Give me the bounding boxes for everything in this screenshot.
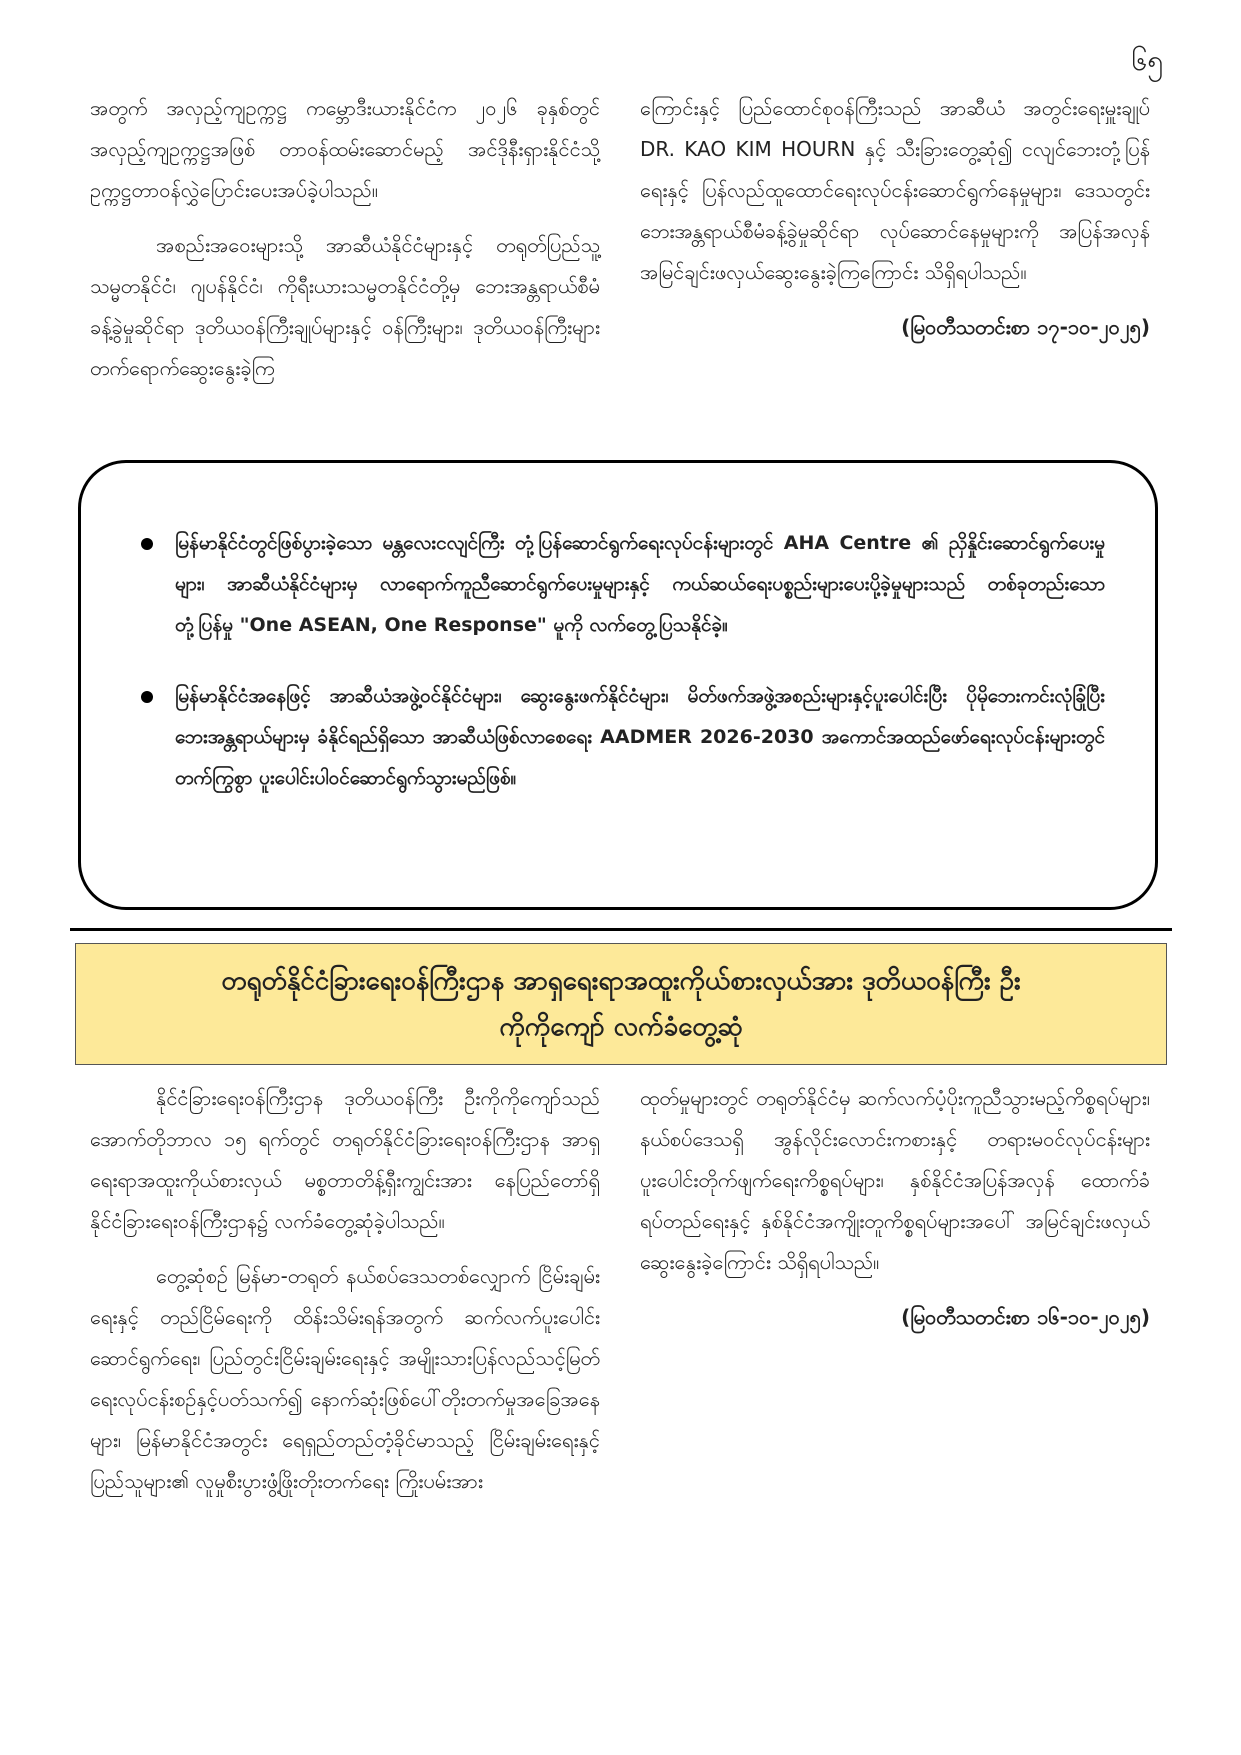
article-title: တရုတ်နိုင်ငံခြားရေးဝန်ကြီးဌာန အာရှရေးရာအထူးကိုယ်စားလှယ်အား ဒုတိယဝန်ကြီး ဦးကိုကိုကျော် လက်ခံတွေ့ဆုံ (221, 966, 1021, 1042)
highlight-box (78, 460, 1158, 910)
bullet-icon (141, 691, 153, 703)
top-left-column (90, 88, 600, 403)
top-left-paragraph-1: အတွက် အလှည့်ကျဥက္ကဋ္ဌ ကမ္ဘောဒီးယားနိုင်ငံက ၂၀၂၆ ခုနှစ်တွင် အလှည့်ကျဥက္ကဋ္ဌအဖြစ် တာဝန်ထမ်းဆောင်မည့် အင်ဒိုနီးရှားနိုင်ငံသို့ ဥက္ကဋ္ဌတာဝန်လွှဲပြောင်းပေးအပ်ခဲ့ပါသည်။ (90, 96, 600, 202)
article-left-column (90, 1078, 600, 1516)
top-source-citation: (မြဝတီသတင်းစာ ၁၇-၁၀-၂၀၂၅) (901, 315, 1150, 339)
top-right-paragraph-1: ကြောင်းနှင့် ပြည်ထောင်စုဝန်ကြီးသည် အာဆီယံ အတွင်းရေးမှူးချုပ် DR. KAO KIM HOURN နှင့် သီးခြားတွေ့ဆုံ၍ ငလျင်ဘေးတုံ့ပြန်ရေးနှင့် ပြန်လည်ထူထောင်ရေးလုပ်ငန်းဆောင်ရွက်နေမှုများ၊ ဒေသတွင်းဘေးအန္တရာယ်စီမံခန့်ခွဲမှုဆိုင်ရာ လုပ်ဆောင်နေမှုများကို အပြန်အလှန် အမြင်ချင်းဖလှယ်ဆွေးနွေးခဲ့ကြကြောင်း သိရှိရပါသည်။ (640, 96, 1150, 284)
highlight-bullet-2 (141, 676, 1105, 799)
article-left-paragraph-2: တွေ့ဆုံစဉ် မြန်မာ-တရုတ် နယ်စပ်ဒေသတစ်လျှောက် ငြိမ်းချမ်းရေးနှင့် တည်ငြိမ်ရေးကို ထိန်းသိမ်းရန်အတွက် ဆက်လက်ပူးပေါင်းဆောင်ရွက်ရေး၊ ပြည်တွင်းငြိမ်းချမ်းရေးနှင့် အမျိုးသားပြန်လည်သင့်မြတ်ရေးလုပ်ငန်းစဉ်နှင့်ပတ်သက်၍ နောက်ဆုံးဖြစ်ပေါ်တိုးတက်မှုအခြေအနေများ၊ မြန်မာနိုင်ငံအတွင်း ရေရှည်တည်တံ့ခိုင်မာသည့် ငြိမ်းချမ်းရေးနှင့် ပြည်သူများ၏ လူမှုစီးပွားဖွံ့ဖြိုးတိုးတက်ရေး ကြိုးပမ်းအား (90, 1264, 600, 1493)
top-right-column (640, 88, 1150, 348)
article-source-citation: (မြဝတီသတင်းစာ ၁၆-၁၀-၂၀၂၅) (901, 1305, 1150, 1329)
article-right-paragraph-1: ထုတ်မှုများတွင် တရုတ်နိုင်ငံမှ ဆက်လက်ပံ့ပိုးကူညီသွားမည့်ကိစ္စရပ်များ၊ နယ်စပ်ဒေသရှိ အွန်လိုင်းလောင်းကစားနှင့် တရားမဝင်လုပ်ငန်းများ ပူးပေါင်းတိုက်ဖျက်ရေးကိစ္စရပ်များ၊ နှစ်နိုင်ငံအပြန်အလှန် ထောက်ခံရပ်တည်ရေးနှင့် နှစ်နိုင်ငံအကျိုးတူကိစ္စရပ်များအပေါ် အမြင်ချင်းဖလှယ် ဆွေးနွေးခဲ့ကြောင်း သိရှိရပါသည်။ (640, 1086, 1150, 1274)
highlight-bullet-1 (141, 523, 1105, 646)
highlight-bullet-text: မြန်မာနိုင်ငံတွင်ဖြစ်ပွားခဲ့သော မန္တလေးငလျင်ကြီး တုံ့ပြန်ဆောင်ရွက်ရေးလုပ်ငန်းများတွင် AHA Centre ၏ ညှိနှိုင်းဆောင်ရွက်ပေးမှုများ၊ အာဆီယံနိုင်ငံများမှ လာရောက်ကူညီဆောင်ရွက်ပေးမှုများနှင့် ကယ်ဆယ်ရေးပစ္စည်းများပေးပို့ခဲ့မှုများသည် တစ်ခုတည်းသော တုံ့ပြန်မှု "One ASEAN, One Response" မူကို လက်တွေ့ပြသနိုင်ခဲ့။ (175, 532, 1105, 636)
top-left-paragraph-2: အစည်းအဝေးများသို့ အာဆီယံနိုင်ငံများနှင့် တရုတ်ပြည်သူ့သမ္မတနိုင်ငံ၊ ဂျပန်နိုင်ငံ၊ ကိုရီးယားသမ္မတနိုင်ငံတို့မှ ဘေးအန္တရာယ်စီမံခန့်ခွဲမှုဆိုင်ရာ ဒုတိယဝန်ကြီးချုပ်များနှင့် ဝန်ကြီးများ၊ ဒုတိယဝန်ကြီးများ တက်ရောက်ဆွေးနွေးခဲ့ကြ (90, 233, 600, 380)
highlight-list (141, 523, 1105, 799)
bullet-icon (141, 538, 153, 550)
page-number: ၆၅ (1131, 44, 1163, 77)
highlight-bullet-text: မြန်မာနိုင်ငံအနေဖြင့် အာဆီယံအဖွဲ့ဝင်နိုင်ငံများ၊ ဆွေးနွေးဖက်နိုင်ငံများ၊ မိတ်ဖက်အဖွဲ့အစည်းများနှင့်ပူးပေါင်းပြီး ပိုမိုဘေးကင်းလုံခြုံပြီး ဘေးအန္တရာယ်များမှ ခံနိုင်ရည်ရှိသော အာဆီယံဖြစ်လာစေရေး AADMER 2026-2030 အကောင်အထည်ဖော်ရေးလုပ်ငန်းများတွင် တက်ကြွစွာ ပူးပေါင်းပါဝင်ဆောင်ရွက်သွားမည်ဖြစ်။ (175, 685, 1105, 789)
article-right-column (640, 1078, 1150, 1338)
article-left-paragraph-1: နိုင်ငံခြားရေးဝန်ကြီးဌာန ဒုတိယဝန်ကြီး ဦးကိုကိုကျော်သည် အောက်တိုဘာလ ၁၅ ရက်တွင် တရုတ်နိုင်ငံခြားရေးဝန်ကြီးဌာန အာရှရေးရာအထူးကိုယ်စားလှယ် မစ္စတာတိန့်ရှီးကျွင်းအား နေပြည်တော်ရှိ နိုင်ငံခြားရေးဝန်ကြီးဌာန၌ လက်ခံတွေ့ဆုံခဲ့ပါသည်။ (90, 1086, 600, 1233)
section-divider (70, 928, 1172, 931)
article-title-banner (75, 943, 1167, 1065)
